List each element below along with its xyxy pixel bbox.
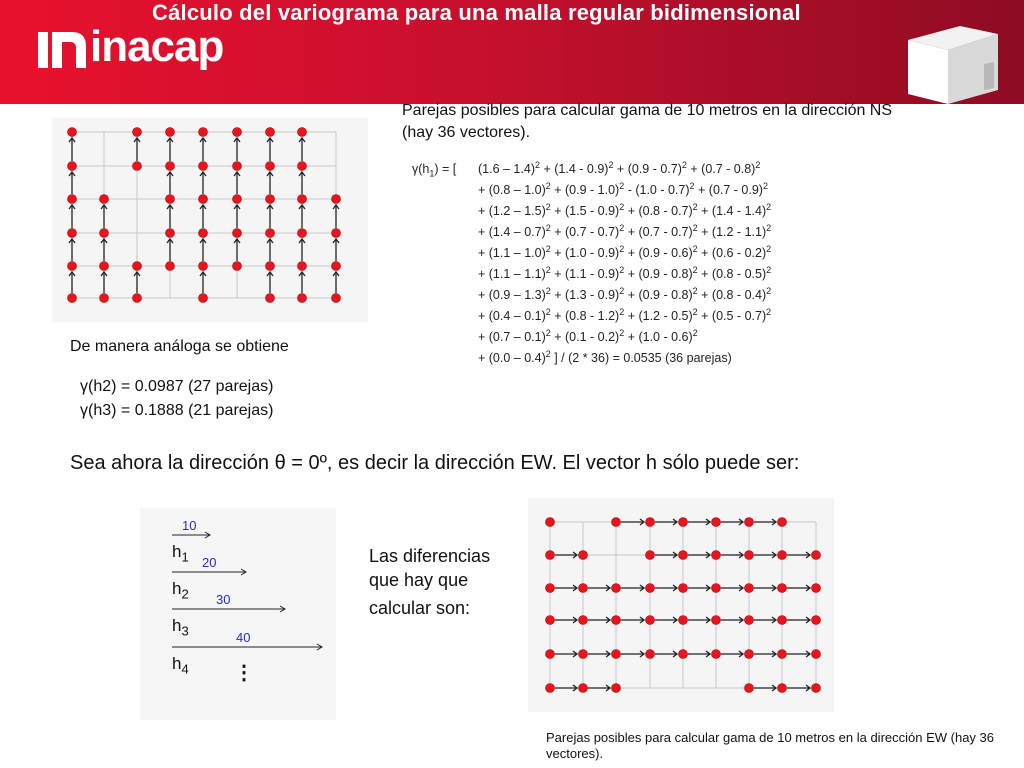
ew-dot [612, 684, 621, 693]
formula-line: + (0.9 – 1.3)$^2$ + (1.3 - 0.9)$^2$ + (0.9 - 0.8)$^2$ + (0.8 - 0.4)$^2$ [478, 285, 772, 302]
formula-line: + (0.7 – 0.1)$^2$ + (0.1 - 0.2)$^2$ + (1.0 - 0.6)$^2$ [478, 327, 698, 344]
formula-line: + (1.4 – 0.7)$^2$ + (0.7 - 0.7)$^2$ + (0.7 - 0.7)$^2$ + (1.2 - 1.1)$^2$ [478, 222, 772, 239]
ew-dot [712, 616, 721, 625]
formula-lead: $\gamma(h_1)$ = [ [412, 162, 457, 179]
ns-dot [298, 294, 307, 303]
ns-dot [233, 195, 242, 204]
ns-dot [133, 294, 142, 303]
ns-dot [332, 262, 341, 271]
ns-dot [68, 294, 77, 303]
ns-dot [100, 229, 109, 238]
ew-dot [812, 616, 821, 625]
ew-dot [679, 650, 688, 659]
vector-h3: $h_3$ [172, 616, 189, 639]
ew-dot [612, 616, 621, 625]
ns-dot [68, 195, 77, 204]
ew-dot [612, 584, 621, 593]
ew-dot [745, 684, 754, 693]
ns-dot [233, 262, 242, 271]
vector-h2: $h_2$ [172, 579, 189, 602]
ew-dot [646, 650, 655, 659]
ns-dot [133, 262, 142, 271]
ew-dot [745, 584, 754, 593]
ns-dot [298, 162, 307, 171]
ns-dot [100, 262, 109, 271]
ns-dot [68, 262, 77, 271]
ew-dot [646, 518, 655, 527]
ns-dot [266, 229, 275, 238]
ew-dot [812, 650, 821, 659]
ns-dot [266, 195, 275, 204]
ew-dot [579, 551, 588, 560]
ns-dot [332, 229, 341, 238]
ew-dot [646, 584, 655, 593]
ew-dot [778, 650, 787, 659]
ns-dot [100, 195, 109, 204]
ew-dot [778, 518, 787, 527]
variogram-formula [402, 156, 822, 368]
ns-dot [266, 262, 275, 271]
vector-h1: $h_1$ [172, 542, 189, 565]
ew-dot [679, 584, 688, 593]
ew-dot [778, 684, 787, 693]
ns-dot [199, 162, 208, 171]
ns-dot [166, 162, 175, 171]
ew-dot [546, 551, 555, 560]
ew-dot [745, 518, 754, 527]
lag-arrows [140, 508, 336, 720]
differences-line-3: calcular son: [369, 598, 471, 618]
ns-dot [68, 128, 77, 137]
ew-dot [579, 684, 588, 693]
lag-value-1: 10 [182, 518, 197, 533]
ew-dot [579, 584, 588, 593]
ns-dot [266, 128, 275, 137]
ns-dot [298, 128, 307, 137]
lag-value-2: 20 [202, 555, 217, 570]
logo-wordmark: inacap [90, 22, 224, 71]
ew-dot [712, 551, 721, 560]
ew-dot [778, 616, 787, 625]
formula-line: + (1.2 – 1.5)$^2$ + (1.5 - 0.9)$^2$ + (0.8 - 0.7)$^2$ + (1.4 - 1.4)$^2$ [478, 201, 772, 218]
ns-dot [166, 229, 175, 238]
ns-dot [332, 294, 341, 303]
formula-line: + (0.4 – 0.1)$^2$ + (0.8 - 1.2)$^2$ + (1.2 - 0.5)$^2$ + (0.5 - 0.7)$^2$ [478, 306, 772, 323]
ew-dot [579, 616, 588, 625]
ns-dot [199, 195, 208, 204]
ew-dot [712, 650, 721, 659]
ns-dot [332, 195, 341, 204]
lag-value-4: 40 [236, 630, 251, 645]
differences-line-1: Las diferencias [369, 546, 491, 566]
differences-line-2: que hay que [369, 570, 469, 590]
ew-dot [745, 551, 754, 560]
ns-dot [68, 162, 77, 171]
slide-title: Cálculo del variograma para una malla regular bidimensional [152, 0, 801, 25]
ns-dot [199, 128, 208, 137]
ew-dot [812, 551, 821, 560]
ew-dot [579, 650, 588, 659]
ew-dot [679, 551, 688, 560]
ew-intro: Sea ahora la dirección θ = 0º, es decir la dirección EW. El vector h sólo puede ser: [70, 452, 800, 474]
ew-dot [679, 616, 688, 625]
cube-icon [900, 18, 1010, 104]
gamma-h2: γ(h2) = 0.0987 (27 parejas) [80, 378, 274, 395]
gamma-h3: γ(h3) = 0.1888 (21 parejas) [80, 402, 274, 419]
ew-dot [546, 616, 555, 625]
ew-dot [546, 584, 555, 593]
ns-dot [298, 195, 307, 204]
formula-line: + (0.0 – 0.4)$^2$ ] / (2 * 36) = 0.0535 (36 parejas) [478, 348, 732, 365]
ns-dot [233, 128, 242, 137]
ew-dot [812, 684, 821, 693]
ew-dot [812, 584, 821, 593]
formula-line: + (1.1 – 1.0)$^2$ + (1.0 - 0.9)$^2$ + (0.9 - 0.6)$^2$ + (0.6 - 0.2)$^2$ [478, 243, 772, 260]
ew-dot [546, 650, 555, 659]
ew-dot [745, 650, 754, 659]
ns-dot [166, 128, 175, 137]
ew-dot [646, 616, 655, 625]
vector-ellipsis: ⋮ [234, 662, 254, 684]
ns-dot [133, 162, 142, 171]
logo-mark-icon [38, 32, 88, 72]
vector-h4: $h_4$ [172, 654, 189, 677]
ns-dot [199, 262, 208, 271]
ew-caption: Parejas posibles para calcular gama de 10 metros en la dirección EW (hay 36 vectores). [546, 730, 995, 761]
formula-line: + (0.8 – 1.0)$^2$ + (0.9 - 1.0)$^2$ - (1.0 - 0.7)$^2$ + (0.7 - 0.9)$^2$ [478, 180, 768, 197]
ew-dot [679, 518, 688, 527]
ns-dot [133, 128, 142, 137]
ew-dot [778, 551, 787, 560]
ns-dot [199, 229, 208, 238]
ns-dot [100, 294, 109, 303]
ns-dot [233, 229, 242, 238]
lag-vectors-figure [140, 508, 336, 720]
ns-dot [266, 294, 275, 303]
analog-text: De manera análoga se obtiene [70, 338, 289, 355]
ns-dot [233, 162, 242, 171]
ew-grid-figure [528, 498, 834, 712]
header-banner [0, 0, 1024, 104]
ew-dot [712, 518, 721, 527]
ew-dot [778, 584, 787, 593]
ew-dot [646, 551, 655, 560]
ns-dot [68, 229, 77, 238]
ns-dot [199, 294, 208, 303]
lag-value-3: 30 [216, 592, 231, 607]
ns-dot [166, 262, 175, 271]
ns-dot [298, 229, 307, 238]
formula-line: (1.6 – 1.4)$^2$ + (1.4 - 0.9)$^2$ + (0.9 - 0.7)$^2$ + (0.7 - 0.8)$^2$ [478, 159, 761, 176]
ns-caption: Parejas posibles para calcular gama de 10 metros en la dirección NS (hay 36 vectores). [402, 102, 893, 141]
ns-dot [298, 262, 307, 271]
ns-dot [166, 195, 175, 204]
ns-dot [266, 162, 275, 171]
ew-dot [546, 518, 555, 527]
formula-line: + (1.1 – 1.1)$^2$ + (1.1 - 0.9)$^2$ + (0.9 - 0.8)$^2$ + (0.8 - 0.5)$^2$ [478, 264, 772, 281]
ew-dot [745, 616, 754, 625]
ew-dot [612, 650, 621, 659]
ew-dot [712, 584, 721, 593]
ew-dot [546, 684, 555, 693]
ns-grid-figure [52, 118, 368, 322]
ew-dot [612, 518, 621, 527]
inacap-logo [38, 22, 224, 78]
